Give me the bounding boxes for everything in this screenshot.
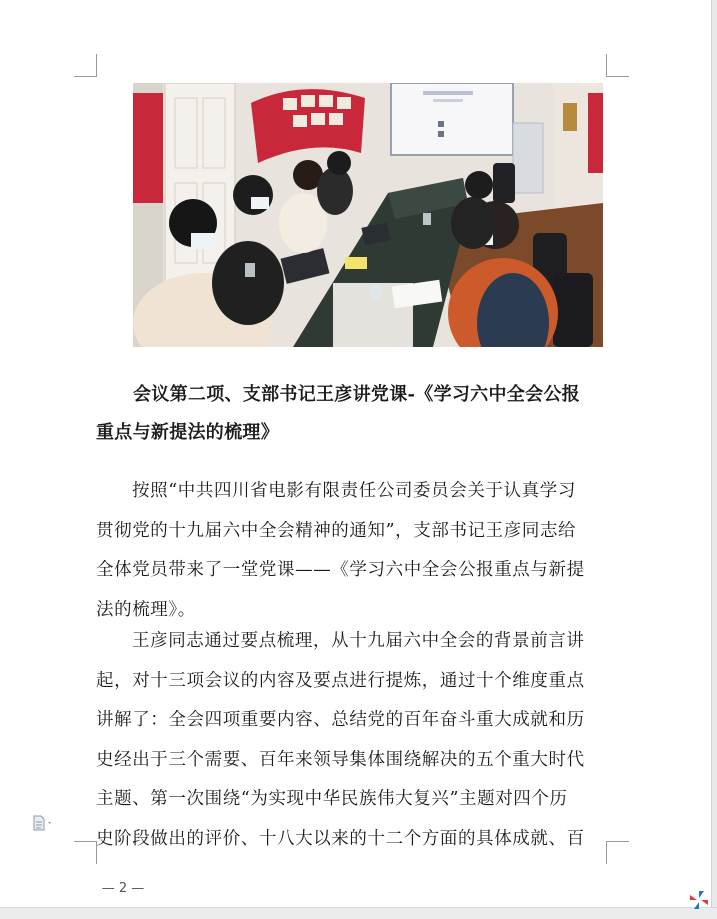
paragraph-line: 贯彻党的十九届六中全会精神的通知”，支部书记王彦同志给 bbox=[96, 520, 577, 541]
page-number: — 2 — bbox=[101, 881, 145, 896]
crop-mark-top-right bbox=[606, 54, 629, 77]
paragraph-line: 全体党员带来了一堂党课——《学习六中全会公报重点与新提 bbox=[96, 560, 585, 580]
paragraph-line: 起，对十三项会议的内容及要点进行提炼，通过十个维度重点 bbox=[96, 670, 585, 691]
paragraph-line: 按照“中共四川省电影有限责任公司委员会关于认真学习 bbox=[132, 481, 576, 501]
meeting-photo bbox=[133, 83, 603, 347]
section-heading bbox=[96, 376, 608, 452]
paragraph-line: 讲解了：全会四项重要内容、总结党的百年奋斗重大成就和历 bbox=[96, 710, 585, 730]
crop-mark-top-left bbox=[74, 54, 97, 77]
window-bottom-edge bbox=[0, 907, 717, 919]
paragraph-line: 法的梳理》。 bbox=[96, 599, 196, 620]
window-right-edge bbox=[711, 0, 717, 919]
paragraph-line: 史阶段做出的评价、十八大以来的十二个方面的具体成就、百 bbox=[96, 828, 585, 849]
heading-line-2: 重点与新提法的梳理》 bbox=[96, 422, 279, 443]
paragraph-line: 主题、第一次围绕“为实现中华民族伟大复兴”主题对四个历 bbox=[96, 789, 568, 809]
app-logo-icon bbox=[688, 889, 710, 911]
document-icon[interactable] bbox=[32, 815, 54, 831]
paragraph-2 bbox=[96, 622, 608, 859]
crop-mark-bottom-right bbox=[606, 841, 629, 864]
paragraph-1 bbox=[96, 472, 608, 630]
heading-line-1: 会议第二项、支部书记王彦讲党课-《学习六中全会公报 bbox=[133, 384, 580, 405]
paragraph-line: 王彦同志通过要点梳理，从十九届六中全会的背景前言讲 bbox=[132, 631, 585, 651]
paragraph-line: 史经出于三个需要、百年来领导集体围绕解决的五个重大时代 bbox=[96, 749, 585, 770]
crop-mark-bottom-left bbox=[74, 841, 97, 864]
